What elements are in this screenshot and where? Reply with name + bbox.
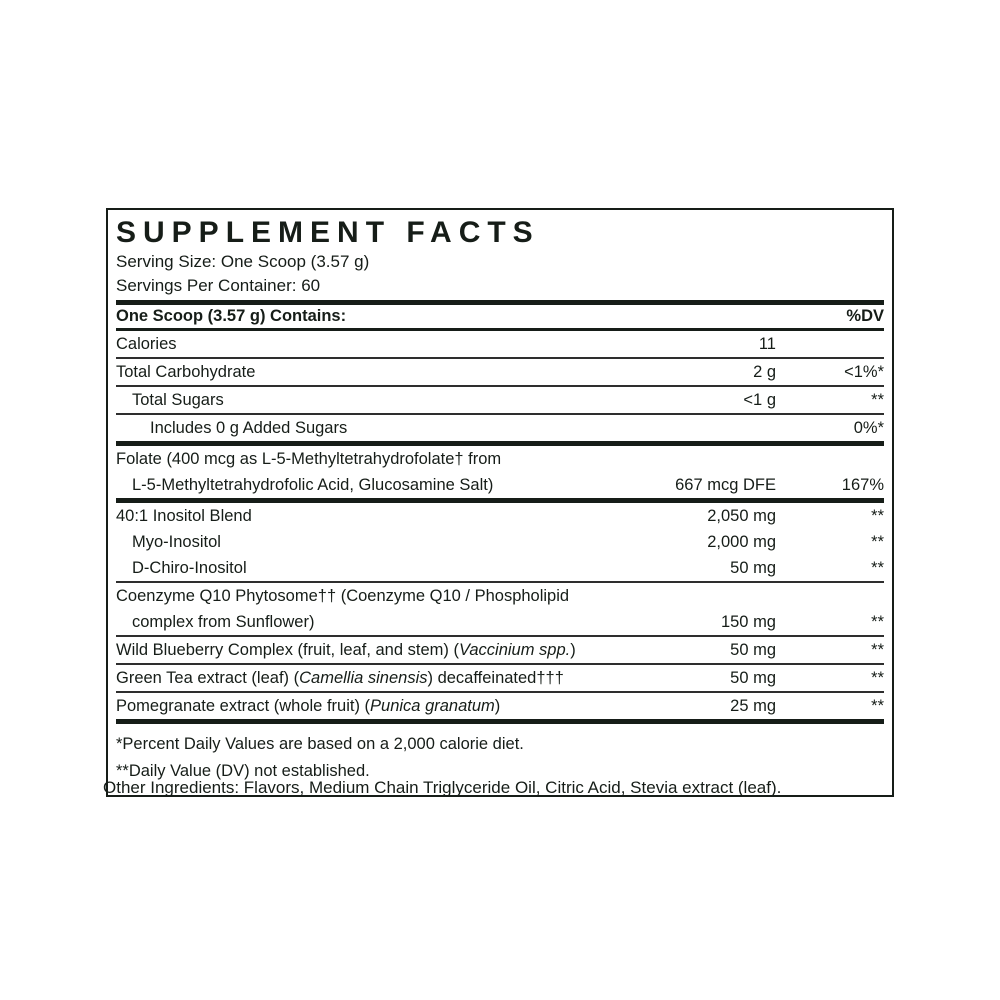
- row-dv: 0%*: [853, 419, 884, 437]
- row-dv: **: [871, 641, 884, 659]
- footnote: *Percent Daily Values are based on a 2,000 calorie diet.: [116, 735, 524, 753]
- row-dv: **: [871, 669, 884, 687]
- facts-row: [116, 441, 884, 498]
- facts-row: [116, 529, 884, 555]
- row-name: Calories: [116, 335, 177, 353]
- row-amount: <1 g: [743, 391, 776, 409]
- footnote: **Daily Value (DV) not established.: [116, 762, 370, 780]
- row-amount: 11: [758, 335, 776, 353]
- contains-header: One Scoop (3.57 g) Contains:: [116, 307, 347, 325]
- facts-row: [116, 328, 884, 357]
- row-dv: 167%: [841, 476, 884, 494]
- servings-per-container: Servings Per Container: 60: [116, 276, 321, 295]
- row-amount: 2 g: [753, 363, 776, 381]
- facts-row: [116, 498, 884, 529]
- row-amount: 667 mcg DFE: [675, 476, 776, 494]
- row-name: Green Tea extract (leaf) (Camellia sinensis) decaffeinated†††: [116, 669, 564, 687]
- row-amount: 150 mg: [720, 613, 776, 631]
- row-amount: 25 mg: [730, 697, 776, 715]
- row-dv: **: [871, 507, 884, 525]
- supplement-facts-panel: [106, 208, 894, 797]
- contains-header-row: [116, 300, 884, 328]
- dv-header: %DV: [846, 307, 884, 325]
- row-dv: **: [871, 559, 884, 577]
- row-amount: 50 mg: [730, 641, 776, 659]
- panel-title: SUPPLEMENT FACTS: [116, 216, 540, 249]
- row-name: Pomegranate extract (whole fruit) (Punica granatum): [116, 697, 501, 715]
- row-amount: 2,050 mg: [707, 507, 776, 525]
- facts-row: [116, 635, 884, 663]
- facts-row: [116, 691, 884, 719]
- row-name: Myo-Inositol: [132, 533, 221, 551]
- other-ingredients: Other Ingredients: Flavors, Medium Chain Triglyceride Oil, Citric Acid, Stevia extract (leaf).: [103, 778, 782, 797]
- row-dv: **: [871, 697, 884, 715]
- row-name: Coenzyme Q10 Phytosome†† (Coenzyme Q10 / Phospholipid complex from Sunflower): [116, 587, 570, 631]
- row-dv: **: [871, 613, 884, 631]
- row-dv: <1%*: [844, 363, 884, 381]
- row-name: 40:1 Inositol Blend: [116, 507, 252, 525]
- serving-size: Serving Size: One Scoop (3.57 g): [116, 252, 370, 271]
- facts-table: [116, 328, 884, 719]
- facts-row: [116, 385, 884, 413]
- row-name: D-Chiro-Inositol: [132, 559, 247, 577]
- row-dv: **: [871, 533, 884, 551]
- row-name: Includes 0 g Added Sugars: [150, 419, 348, 437]
- row-name: Wild Blueberry Complex (fruit, leaf, and stem) (Vaccinium spp.): [116, 641, 576, 659]
- facts-row: [116, 413, 884, 441]
- row-name: Folate (400 mcg as L-5-Methyltetrahydrofolate† from L-5-Methyltetrahydrofolic Acid, Glucosamine Salt): [116, 450, 502, 494]
- facts-row: [116, 581, 884, 635]
- facts-row: [116, 357, 884, 385]
- row-name: Total Sugars: [132, 391, 224, 409]
- row-amount: 50 mg: [730, 559, 776, 577]
- row-amount: 2,000 mg: [707, 533, 776, 551]
- row-name: Total Carbohydrate: [116, 363, 256, 381]
- row-amount: 50 mg: [730, 669, 776, 687]
- row-dv: **: [871, 391, 884, 409]
- facts-row: [116, 555, 884, 581]
- facts-row: [116, 663, 884, 691]
